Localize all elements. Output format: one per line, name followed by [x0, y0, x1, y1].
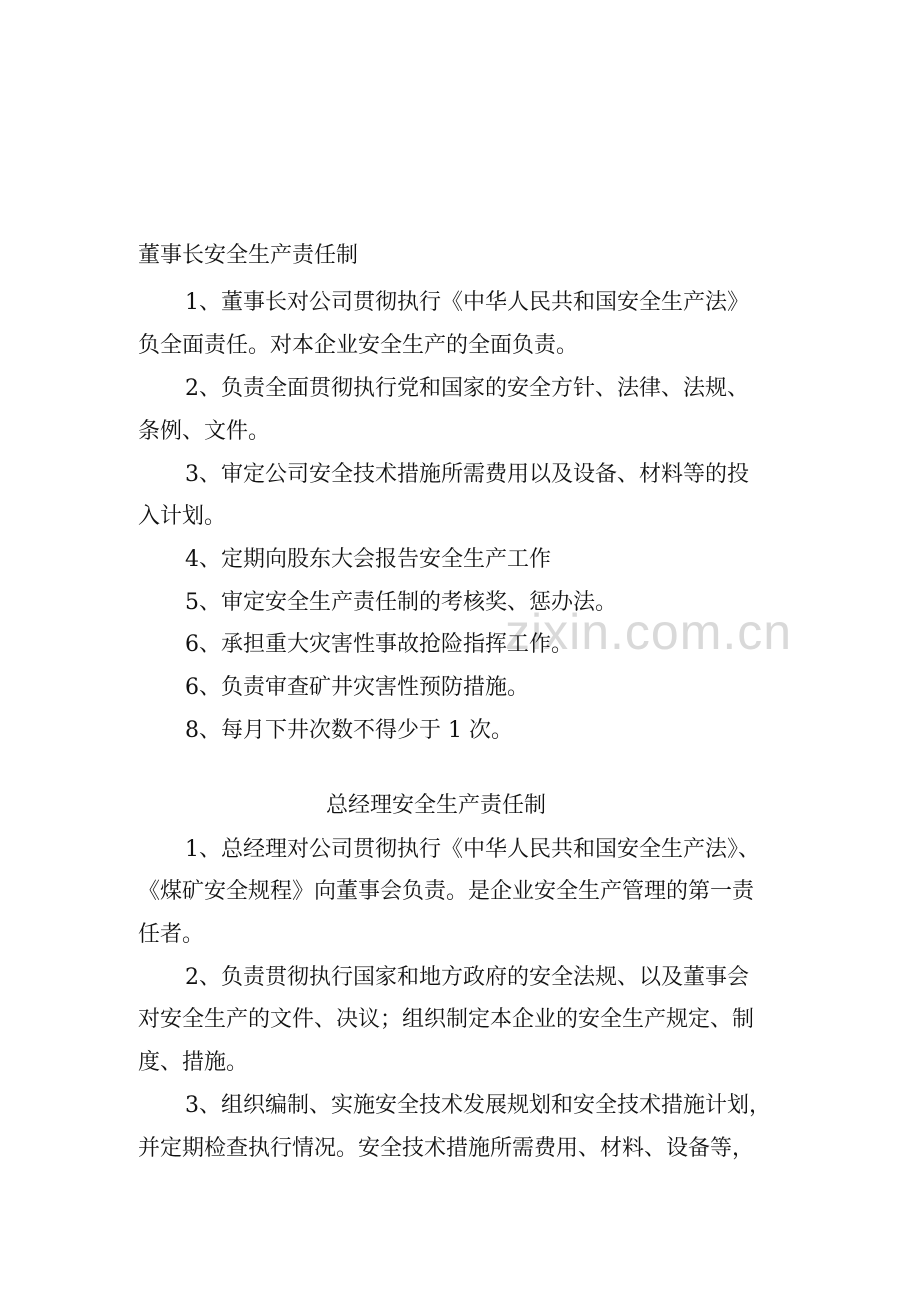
section2-line: 任者。 — [138, 922, 205, 947]
section1-line: 4、定期向股东大会报告安全生产工作 — [185, 547, 551, 572]
watermark: zixin.com.cn — [505, 604, 793, 660]
section2-title: 总经理安全生产责任制 — [326, 793, 547, 818]
section2-line: 2、负责贯彻执行国家和地方政府的安全法规、以及董事会 — [185, 965, 749, 990]
section2-line: 对安全生产的文件、决议；组织制定本企业的安全生产规定、制 — [138, 1007, 755, 1032]
section1-line: 6、负责审查矿井灾害性预防措施。 — [185, 675, 529, 700]
section2-line: 1、总经理对公司贯彻执行《中华人民共和国安全生产法》、 — [185, 837, 760, 862]
section1-line: 条例、文件。 — [138, 419, 271, 444]
section2-line: 3、组织编制、实施安全技术发展规划和安全技术措施计划， — [185, 1093, 771, 1118]
section1-title: 董事长安全生产责任制 — [138, 243, 359, 268]
section2-line: 《煤矿安全规程》向董事会负责。是企业安全生产管理的第一责 — [138, 879, 755, 904]
section1-line: 8、每月下井次数不得少于 1 次。 — [185, 718, 513, 743]
section1-line: 入计划。 — [138, 504, 227, 529]
section1-line: 1、董事长对公司贯彻执行《中华人民共和国安全生产法》 — [185, 290, 749, 315]
section1-line: 2、负责全面贯彻执行党和国家的安全方针、法律、法规、 — [185, 376, 749, 401]
section1-line: 3、审定公司安全技术措施所需费用以及设备、材料等的投 — [185, 462, 749, 487]
section1-line: 6、承担重大灾害性事故抢险指挥工作。 — [185, 632, 573, 657]
section1-line: 负全面责任。对本企业安全生产的全面负责。 — [138, 333, 579, 358]
section1-line: 5、审定安全生产责任制的考核奖、惩办法。 — [185, 590, 617, 615]
section2-line: 并定期检查执行情况。安全技术措施所需费用、材料、设备等， — [138, 1136, 755, 1161]
section2-line: 度、措施。 — [138, 1050, 249, 1075]
